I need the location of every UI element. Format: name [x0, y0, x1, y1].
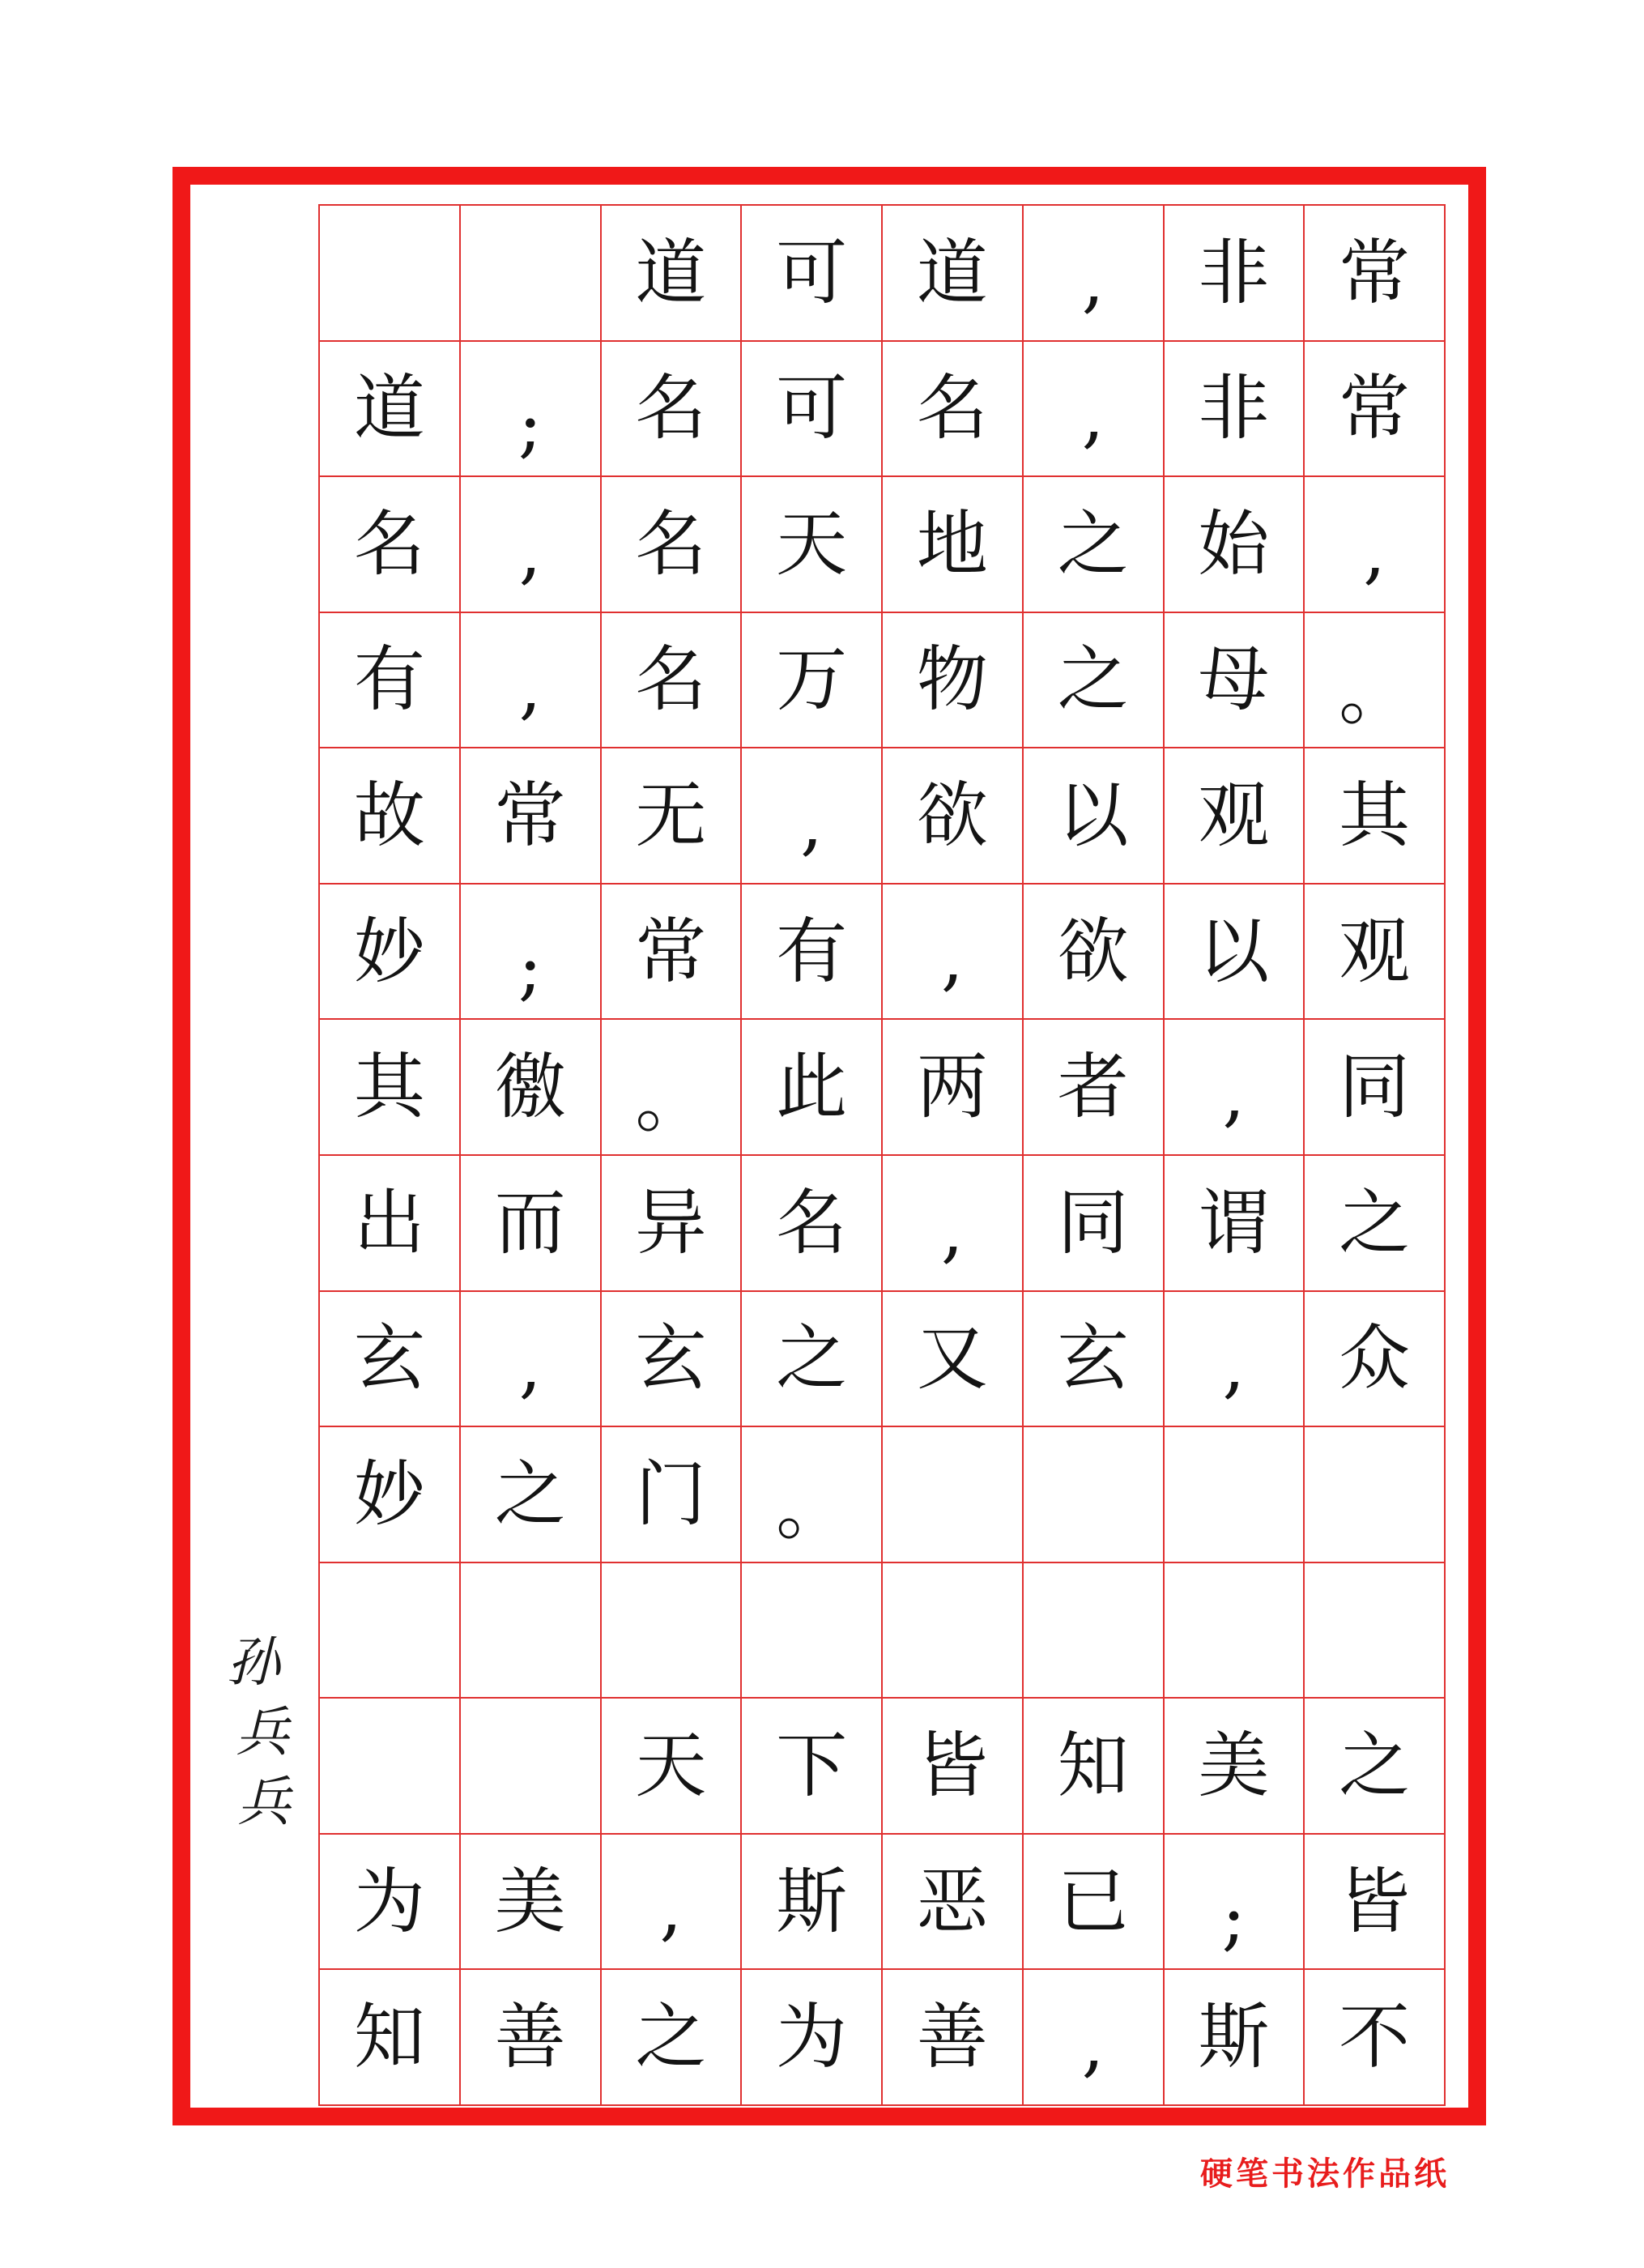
grid-cell: 非 [1165, 342, 1305, 478]
grid-cell: , [461, 1292, 602, 1428]
grid-cell: 善 [461, 1970, 602, 2106]
grid-cell: , [1305, 477, 1446, 613]
signature-char: 孙 [227, 1631, 280, 1694]
grid-cell: , [883, 1156, 1024, 1292]
grid-cell: 道 [320, 342, 461, 478]
grid-cell: 常 [1305, 206, 1446, 342]
grid-cell: 。 [1305, 613, 1446, 749]
grid-cell: 此 [742, 1020, 883, 1156]
grid-cell: 徼 [461, 1020, 602, 1156]
grid-cell [1024, 1563, 1165, 1699]
grid-cell: 善 [883, 1970, 1024, 2106]
grid-cell [1305, 1563, 1446, 1699]
grid-cell: , [602, 1835, 743, 1971]
grid-cell: 欲 [883, 748, 1024, 885]
grid-cell: 名 [883, 342, 1024, 478]
grid-cell: 有 [320, 613, 461, 749]
grid-cell [1024, 1427, 1165, 1563]
grid-cell: 同 [1024, 1156, 1165, 1292]
grid-cell: 母 [1165, 613, 1305, 749]
grid-cell [742, 1563, 883, 1699]
grid-cell: 而 [461, 1156, 602, 1292]
grid-cell: , [742, 748, 883, 885]
grid-cell [1165, 1427, 1305, 1563]
grid-cell: ; [461, 342, 602, 478]
grid-cell: 其 [1305, 748, 1446, 885]
grid-cell: 斯 [742, 1835, 883, 1971]
grid-cell: 名 [742, 1156, 883, 1292]
grid-cell: 之 [461, 1427, 602, 1563]
grid-cell [461, 1699, 602, 1835]
writing-grid [318, 204, 1446, 2106]
grid-cell: 恶 [883, 1835, 1024, 1971]
grid-cell: 之 [1024, 477, 1165, 613]
grid-cell: , [461, 477, 602, 613]
grid-cell: , [1024, 1970, 1165, 2106]
grid-cell [1165, 1563, 1305, 1699]
grid-cell: 已 [1024, 1835, 1165, 1971]
grid-cell: 常 [461, 748, 602, 885]
grid-cell: 之 [602, 1970, 743, 2106]
paper-label: 硬笔书法作品纸 [1200, 2155, 1450, 2193]
grid-cell: 门 [602, 1427, 743, 1563]
grid-cell: 可 [742, 342, 883, 478]
grid-cell: ; [1165, 1835, 1305, 1971]
grid-cell: 有 [742, 885, 883, 1021]
grid-cell: 欲 [1024, 885, 1165, 1021]
grid-cell: 异 [602, 1156, 743, 1292]
grid-cell: 之 [1024, 613, 1165, 749]
grid-cell: 不 [1305, 1970, 1446, 2106]
grid-cell: 物 [883, 613, 1024, 749]
grid-cell [320, 1563, 461, 1699]
grid-cell: 常 [602, 885, 743, 1021]
grid-cell: 名 [602, 613, 743, 749]
grid-cell: 知 [320, 1970, 461, 2106]
grid-cell: 可 [742, 206, 883, 342]
grid-cell: 之 [1305, 1699, 1446, 1835]
grid-cell: ; [461, 885, 602, 1021]
grid-cell: 观 [1305, 885, 1446, 1021]
signature-char: 兵 [237, 1770, 291, 1833]
grid-cell [883, 1427, 1024, 1563]
grid-cell: 道 [883, 206, 1024, 342]
grid-cell: 无 [602, 748, 743, 885]
signature-char: 兵 [236, 1700, 289, 1763]
grid-cell: 者 [1024, 1020, 1165, 1156]
grid-cell [461, 1563, 602, 1699]
grid-cell: 美 [461, 1835, 602, 1971]
grid-cell: 众 [1305, 1292, 1446, 1428]
grid-cell [1305, 1427, 1446, 1563]
grid-cell: 之 [742, 1292, 883, 1428]
grid-cell: 谓 [1165, 1156, 1305, 1292]
grid-cell: 知 [1024, 1699, 1165, 1835]
grid-cell [461, 206, 602, 342]
grid-cell: 常 [1305, 342, 1446, 478]
grid-cell: 皆 [883, 1699, 1024, 1835]
grid-cell: 妙 [320, 885, 461, 1021]
grid-cell: 以 [1165, 885, 1305, 1021]
grid-cell: 故 [320, 748, 461, 885]
grid-cell: 美 [1165, 1699, 1305, 1835]
grid-cell [883, 1563, 1024, 1699]
grid-cell: 妙 [320, 1427, 461, 1563]
grid-cell: 以 [1024, 748, 1165, 885]
grid-cell: 之 [1305, 1156, 1446, 1292]
grid-cell: , [1165, 1020, 1305, 1156]
grid-cell: 为 [320, 1835, 461, 1971]
grid-cell: 皆 [1305, 1835, 1446, 1971]
grid-cell: 万 [742, 613, 883, 749]
grid-cell [320, 206, 461, 342]
grid-cell: 其 [320, 1020, 461, 1156]
grid-cell: 两 [883, 1020, 1024, 1156]
grid-cell: 为 [742, 1970, 883, 2106]
grid-cell: 。 [742, 1427, 883, 1563]
grid-cell [602, 1563, 743, 1699]
author-signature [209, 1628, 298, 1836]
grid-cell: 下 [742, 1699, 883, 1835]
grid-cell: 名 [602, 342, 743, 478]
grid-cell [320, 1699, 461, 1835]
grid-cell: 出 [320, 1156, 461, 1292]
grid-cell: 天 [602, 1699, 743, 1835]
grid-cell: 天 [742, 477, 883, 613]
grid-cell: 同 [1305, 1020, 1446, 1156]
grid-cell: 玄 [320, 1292, 461, 1428]
grid-cell: , [1024, 342, 1165, 478]
grid-cell: 。 [602, 1020, 743, 1156]
grid-cell: , [1024, 206, 1165, 342]
grid-cell: 斯 [1165, 1970, 1305, 2106]
grid-cell: , [1165, 1292, 1305, 1428]
grid-cell: 始 [1165, 477, 1305, 613]
grid-cell: 玄 [602, 1292, 743, 1428]
grid-cell: , [461, 613, 602, 749]
grid-cell: , [883, 885, 1024, 1021]
grid-cell: 玄 [1024, 1292, 1165, 1428]
grid-cell: 观 [1165, 748, 1305, 885]
grid-cell: 非 [1165, 206, 1305, 342]
grid-cell: 道 [602, 206, 743, 342]
grid-cell: 地 [883, 477, 1024, 613]
grid-cell: 名 [602, 477, 743, 613]
grid-cell: 又 [883, 1292, 1024, 1428]
grid-cell: 名 [320, 477, 461, 613]
